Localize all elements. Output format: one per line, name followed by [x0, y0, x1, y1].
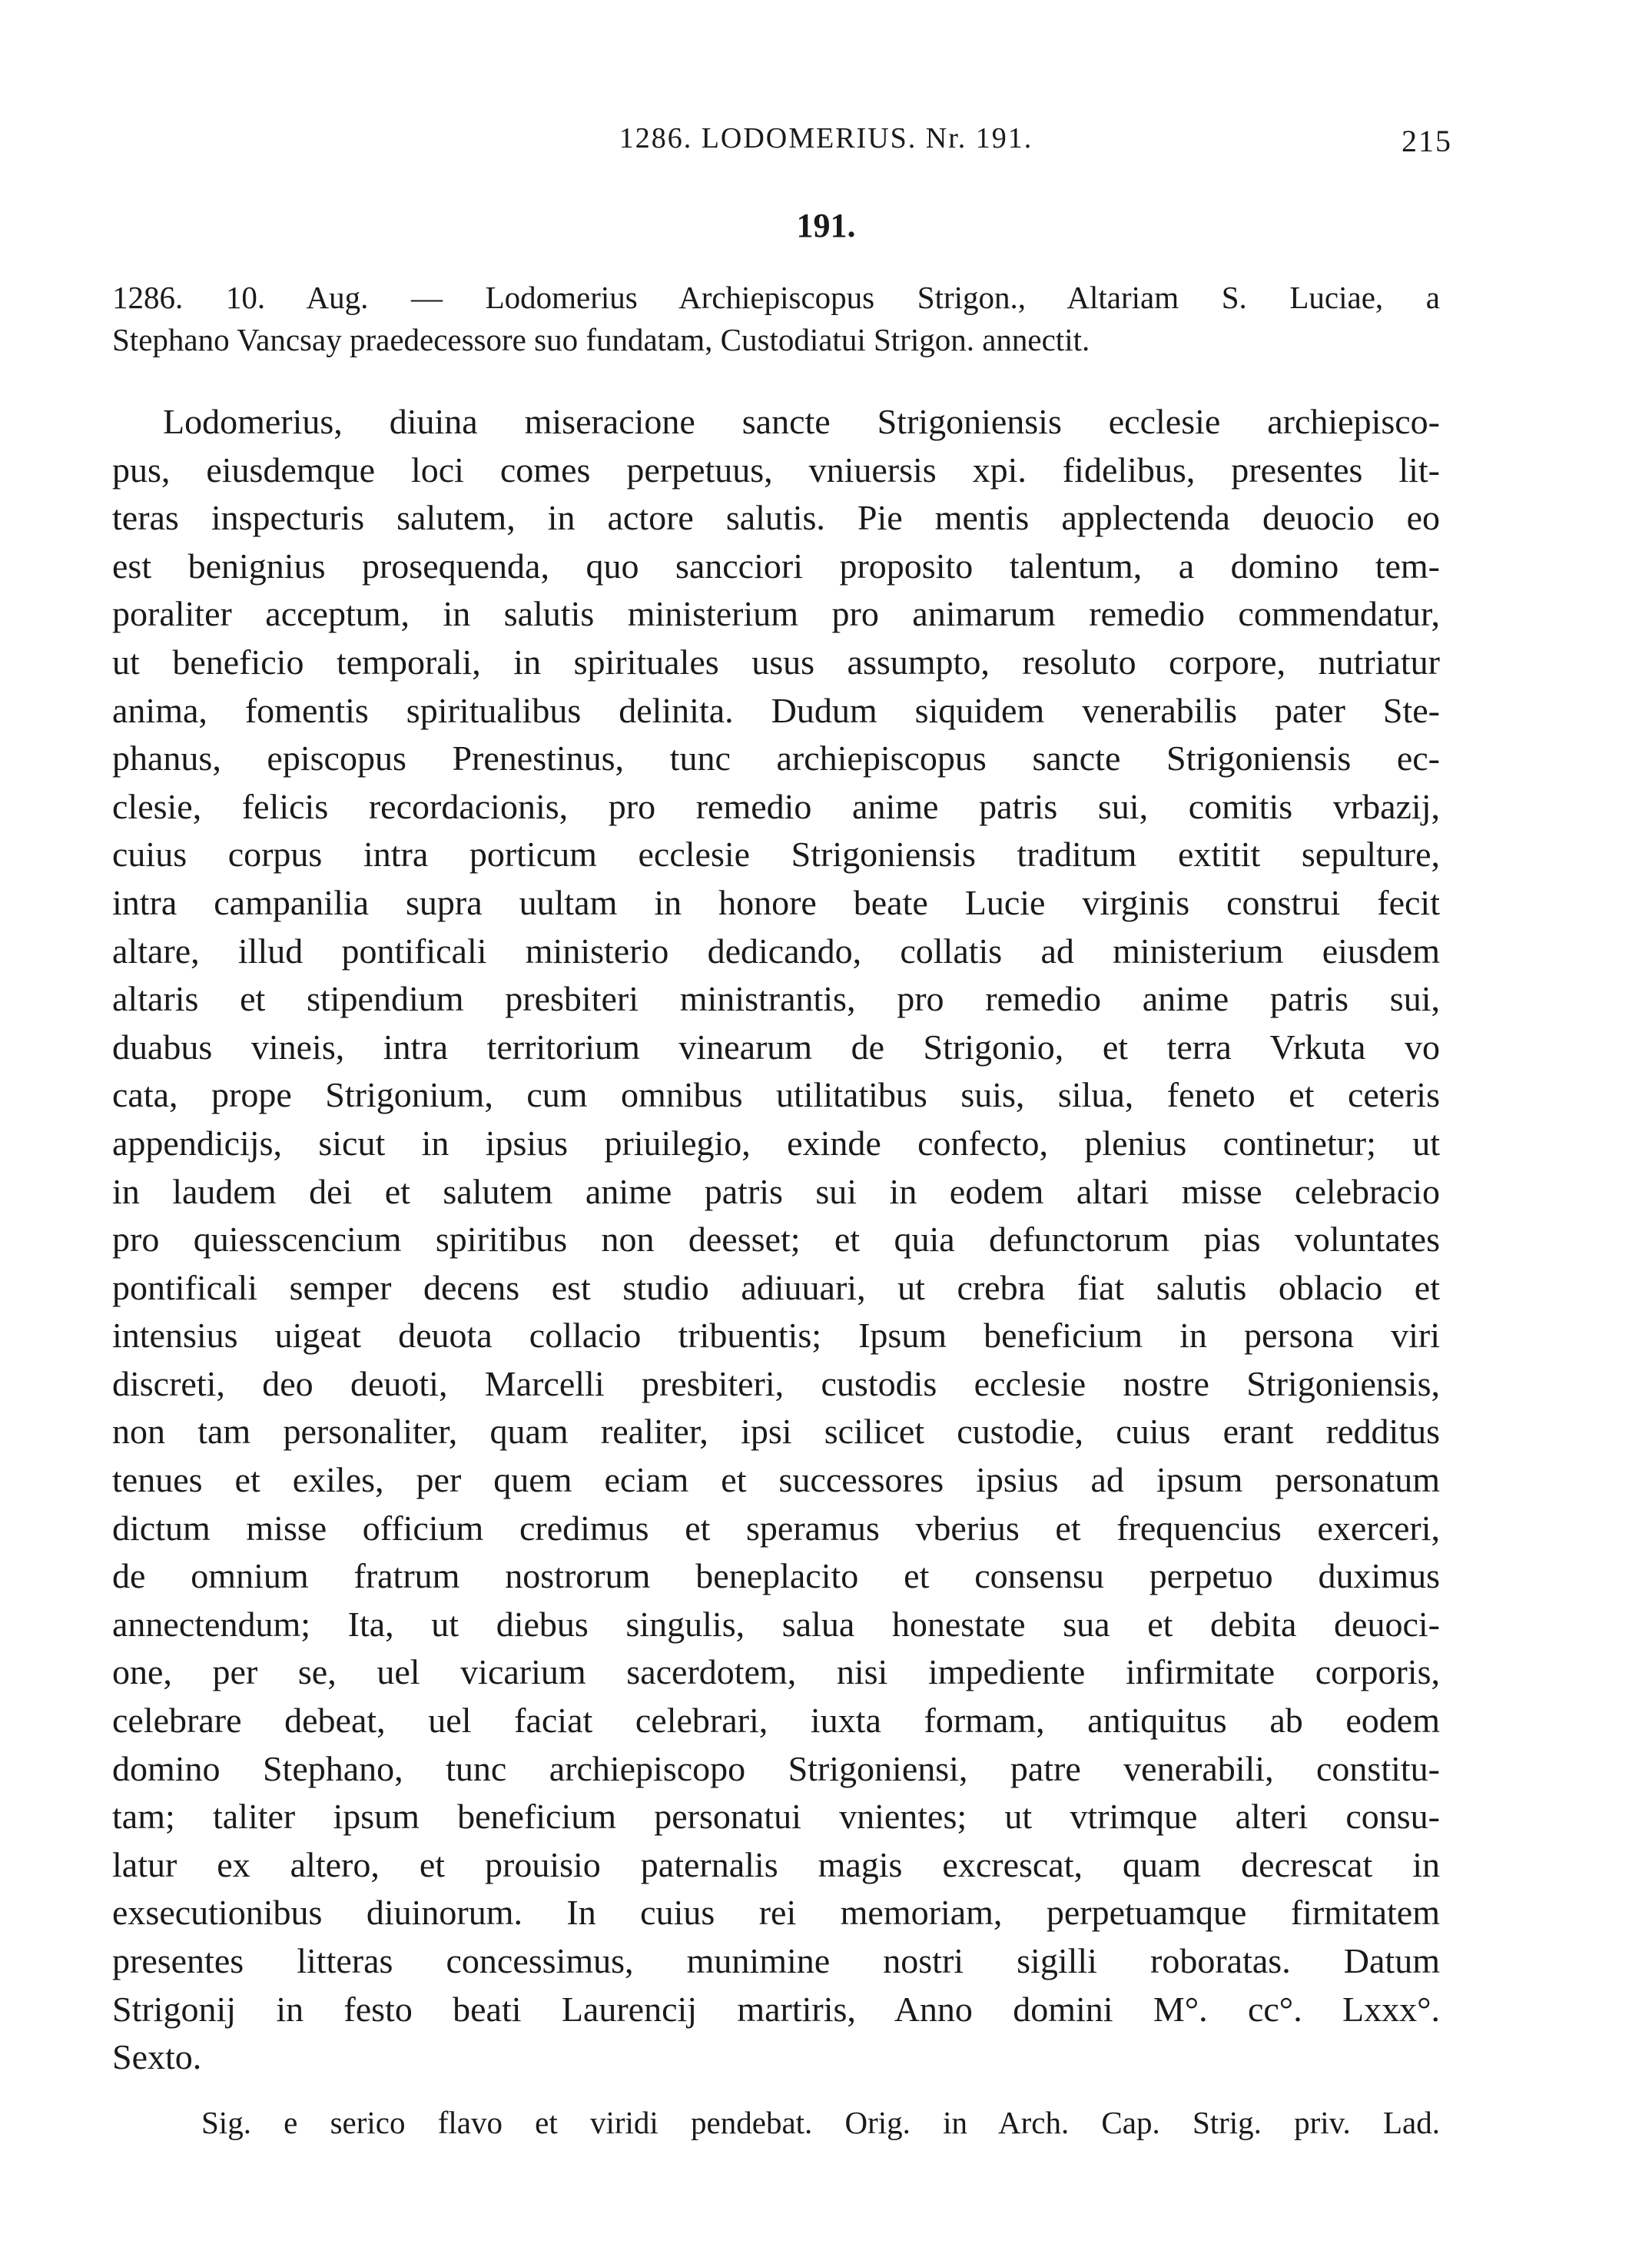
text-line: teras inspecturis salutem, in actore salutis. Pie mentis applectenda deuocio eo — [112, 498, 1440, 538]
text-line: tenues et exiles, per quem eciam et successores ipsius ad ipsum personatum — [112, 1460, 1440, 1500]
text-line: domino Stephano, tunc archiepiscopo Strigoniensi, patre venerabili, constitu- — [112, 1748, 1440, 1788]
text-line: dictum misse officium credimus et speramus vberius et frequencius exerceri, — [112, 1508, 1440, 1548]
text-line: Strigonij in festo beati Laurencij martiris, Anno domini M°. cc°. Lxxx°. — [112, 1989, 1440, 2029]
text-line: pus, eiusdemque loci comes perpetuus, vniuersis xpi. fidelibus, presentes lit- — [112, 450, 1440, 490]
text-line: latur ex altero, et prouisio paternalis magis excrescat, quam decrescat in — [112, 1844, 1440, 1884]
regest — [112, 277, 1440, 361]
text-line: one, per se, uel vicarium sacerdotem, nisi impediente infirmitate corporis, — [112, 1652, 1440, 1692]
text-line: pontificali semper decens est studio adiuuari, ut crebra fiat salutis oblacio et — [112, 1267, 1440, 1307]
text-line: altare, illud pontificali ministerio dedicando, collatis ad ministerium eiusdem — [112, 931, 1440, 971]
text-line: celebrare debeat, uel faciat celebrari, iuxta formam, antiquitus ab eodem — [112, 1701, 1440, 1741]
charter-text — [112, 398, 1440, 2082]
text-line: intra campanilia supra uultam in honore beate Lucie virginis construi fecit — [112, 882, 1440, 922]
running-head: 1286. LODOMERIUS. Nr. 191. — [619, 122, 1033, 154]
text-line: Sexto. — [112, 2037, 202, 2077]
text-line: intensius uigeat deuota collacio tribuentis; Ipsum beneficium in persona viri — [112, 1316, 1440, 1356]
document-number: 191. — [796, 207, 856, 244]
text-line: poraliter acceptum, in salutis ministerium pro animarum remedio commendatur, — [112, 594, 1440, 634]
text-line: est benignius prosequenda, quo sancciori proposito talentum, a domino tem- — [112, 546, 1440, 586]
text-line: Lodomerius, diuina miseracione sancte Strigoniensis ecclesie archiepisco- — [163, 402, 1440, 441]
text-line: in laudem dei et salutem anime patris sui in eodem altari misse celebracio — [112, 1171, 1440, 1211]
text-line: phanus, episcopus Prenestinus, tunc archiepiscopus sancte Strigoniensis ec- — [112, 739, 1440, 778]
text-line: duabus vineis, intra territorium vinearum de Strigonio, et terra Vrkuta vo — [112, 1027, 1440, 1067]
text-line: tam; taliter ipsum beneficium personatui vnientes; ut vtrimque alteri consu- — [112, 1797, 1440, 1837]
text-line: anima, fomentis spiritualibus delinita. Dudum siquidem venerabilis pater Ste- — [112, 690, 1440, 730]
regest-line: Stephano Vancsay praedecessore suo fundatam, Custodiatui Strigon. annectit. — [112, 322, 1090, 357]
text-line: discreti, deo deuoti, Marcelli presbiteri, custodis ecclesie nostre Strigoniensis, — [112, 1363, 1440, 1403]
text-line: annectendum; Ita, ut diebus singulis, salua honestate sua et debita deuoci- — [112, 1604, 1440, 1644]
text-line: altaris et stipendium presbiteri ministrantis, pro remedio anime patris sui, — [112, 979, 1440, 1019]
text-line: appendicijs, sicut in ipsius priuilegio, exinde confecto, plenius continetur; ut — [112, 1123, 1440, 1163]
text-line: pro quiesscencium spiritibus non deesset; et quia defunctorum pias voluntates — [112, 1220, 1440, 1260]
page-number: 215 — [1402, 124, 1452, 158]
text-line: presentes litteras concessimus, munimine nostri sigilli roboratas. Datum — [112, 1941, 1440, 1980]
text-line: ut beneficio temporali, in spirituales usus assumpto, resoluto corpore, nutriatur — [112, 642, 1440, 682]
text-line: exsecutionibus diuinorum. In cuius rei memoriam, perpetuamque firmitatem — [112, 1893, 1440, 1933]
text-line: non tam personaliter, quam realiter, ipsi scilicet custodie, cuius erant redditus — [112, 1412, 1440, 1452]
seal-note: Sig. e serico flavo et viridi pendebat. Orig. in Arch. Cap. Strig. priv. Lad. — [201, 2105, 1440, 2140]
regest-line: 1286. 10. Aug. — Lodomerius Archiepiscopus Strigon., Altariam S. Luciae, a — [112, 280, 1440, 315]
text-line: cuius corpus intra porticum ecclesie Strigoniensis traditum extitit sepulture, — [112, 835, 1440, 875]
text-line: cata, prope Strigonium, cum omnibus utilitatibus suis, silua, feneto et ceteris — [112, 1075, 1440, 1115]
text-line: clesie, felicis recordacionis, pro remedio anime patris sui, comitis vrbazij, — [112, 786, 1440, 826]
text-line: de omnium fratrum nostrorum beneplacito et consensu perpetuo duximus — [112, 1556, 1440, 1596]
